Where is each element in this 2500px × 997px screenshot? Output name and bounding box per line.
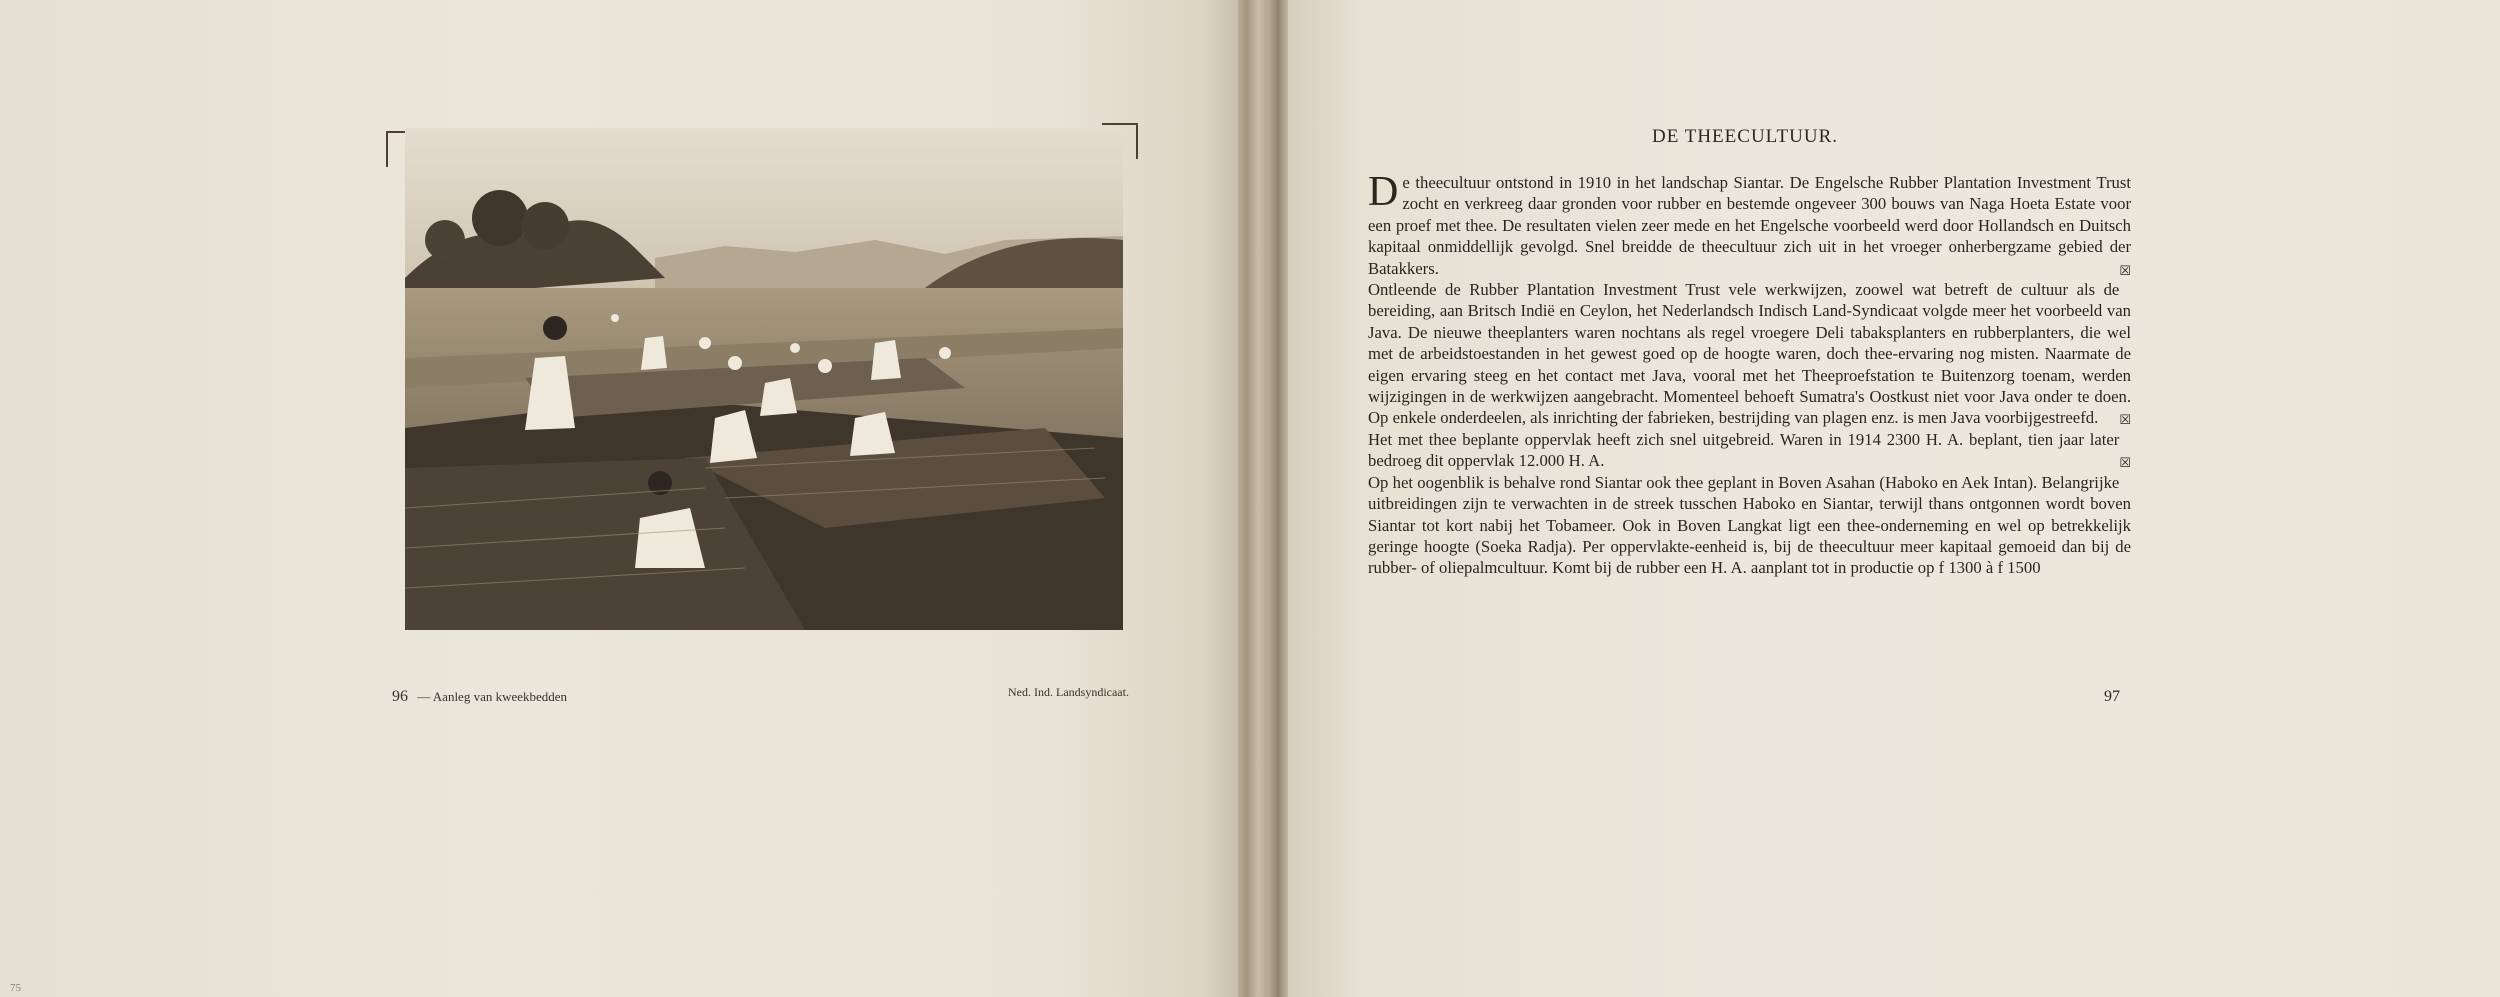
book-gutter — [1238, 0, 1288, 997]
paragraph-end-icon: ☒ — [2119, 412, 2131, 428]
paragraph-1-text: e theecultuur ontstond in 1910 in het landschap Siantar. De Engelsche Rubber Plantation Investment Trust zocht en verkreeg daar gronden voor rubber en bestemde ongeveer 300 bouws van Naga Hoeta Estate voor een proef met thee. De resultaten vielen zeer mede en het Engelsche voorbeeld werd door Hollandsch en Duitsch kapitaal onmiddellijk gevolgd. Snel breidde de theecultuur zich uit in het vroeger onherbergzame gebied der Batakkers. — [1368, 173, 2131, 278]
caption-number: 96 — [392, 688, 408, 705]
paragraph-end-icon: ☒ — [2119, 262, 2131, 278]
tea-nursery-photograph — [405, 128, 1123, 630]
paragraph-4 — [1368, 472, 2131, 579]
paragraph-1 — [1368, 169, 2131, 279]
paragraph-3 — [1368, 429, 2131, 472]
page-number: 97 — [2104, 688, 2120, 705]
body-text — [1368, 169, 2131, 579]
left-page — [0, 0, 1238, 997]
photo-illustration — [405, 128, 1123, 630]
paragraph-4-text: Op het oogenblik is behalve rond Siantar ook thee geplant in Boven Asahan (Haboko en Aek Intan). Belangrijke uitbreidingen zijn te verwachten in de streek tusschen Haboko en Siantar, terwijl thans ontgonnen wordt boven Siantar tot kort nabij het Tobameer. Ook in Boven Langkat ligt een thee-onderneming en wel op betrekkelijk geringe hoogte (Soeka Radja). Per oppervlakte-eenheid is, bij de theecultuur meer kapitaal gemoeid dan bij de rubber- of oliepalmcultuur. Komt bij de rubber een H. A. aanplant tot in productie op f 1300 à f 1500 — [1368, 472, 2131, 578]
chapter-heading: DE THEECULTUUR. — [1652, 126, 1838, 147]
photo-credit: Ned. Ind. Landsyndicaat. — [1008, 685, 1129, 699]
paragraph-end-icon: ☒ — [2119, 455, 2131, 471]
paragraph-3-text: Het met thee beplante oppervlak heeft zich snel uitgebreid. Waren in 1914 2300 H. A. beplant, tien jaar later bedroeg dit oppervlak 12.000 H. A. — [1368, 429, 2120, 471]
photo-caption — [392, 688, 567, 706]
paragraph-2-text: Ontleende de Rubber Plantation Investment Trust vele werkwijzen, zoowel wat betreft de cultuur als de bereiding, aan Britsch Indië en Ceylon, het Nederlandsch Indisch Land-Syndicaat volgde meer het voorbeeld van Java. De nieuwe theeplanters waren nochtans als regel vroegere Deli tabaksplanters en rubberplanters, die wel met de arbeidstoestanden in het gewest goed op de hoogte waren, doch thee-ervaring nog misten. Naarmate de eigen ervaring steeg en het contact met Java, vooral met het Theeproefstation te Buitenzorg toenam, werden wijzigingen in de werkwijzen aangebracht. Momenteel behoeft Sumatra's Oostkust niet voor Java onder te doen. Op enkele onderdeelen, als inrichting der fabrieken, bestrijding van plagen enz. is men Java voorbijgestreefd. — [1368, 280, 2131, 428]
pencil-page-mark: 75 — [10, 982, 21, 994]
paragraph-2 — [1368, 279, 2131, 429]
drop-cap: D — [1368, 169, 1399, 215]
caption-text: — Aanleg van kweekbedden — [417, 689, 568, 704]
